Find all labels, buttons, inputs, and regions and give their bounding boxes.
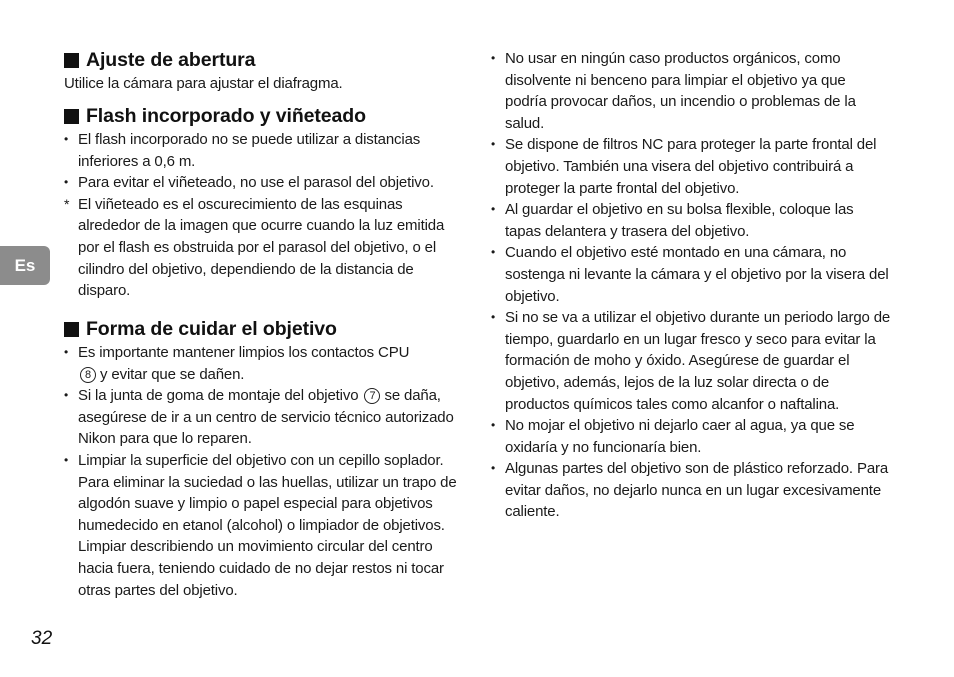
list-item	[64, 342, 464, 385]
bullet-marker: •	[491, 310, 496, 325]
list-item-text: Al guardar el objetivo en su bolsa flexible, coloque las tapas delantera y trasera del objetivo.	[505, 201, 854, 240]
list-item-text: Cuando el objetivo esté montado en una cámara, no sostenga ni levante la cámara y el objetivo por la visera del objetivo.	[505, 244, 889, 305]
section-aperture	[64, 48, 464, 95]
list-item-text: El viñeteado es el oscurecimiento de las esquinas alrededor de la imagen que ocurre cuando la luz emitida por el flash es obstruida por el parasol del objetivo, o el cilindro del objetivo, dependiendo de la distancia de disparo.	[78, 195, 445, 300]
list-item	[491, 134, 891, 199]
list-item-text	[78, 385, 464, 450]
list-item	[64, 172, 464, 194]
section-square-icon	[64, 322, 79, 337]
list-item-text: Limpiar la superficie del objetivo con un cepillo soplador. Para eliminar la suciedad o las huellas, utilizar un trapo de algodón suave y limpio o papel especial para objetivos humedecido en etanol (alcohol) o limpiador de objetivos. Limpiar describiendo un movimiento circular del centro hacia fuera, teniendo cuidado de no dejar restos ni tocar otras partes del objetivo.	[78, 451, 457, 599]
aperture-text: Utilice la cámara para ajustar el diafragma.	[64, 75, 343, 92]
care-list	[64, 342, 464, 601]
bullet-marker: •	[64, 345, 69, 359]
bullet-marker: •	[64, 175, 69, 190]
list-item-text: El flash incorporado no se puede utilizar a distancias inferiores a 0,6 m.	[78, 131, 421, 170]
list-item	[491, 458, 891, 523]
list-item-text	[78, 342, 464, 385]
list-item	[64, 450, 464, 601]
bullet-marker: •	[491, 461, 496, 476]
list-item-text: No mojar el objetivo ni dejarlo caer al agua, ya que se oxidaría y no funcionaría bien.	[505, 417, 855, 456]
bullet-marker: •	[64, 452, 69, 467]
flash-list	[64, 129, 464, 302]
list-item-text: No usar en ningún caso productos orgánicos, como disolvente ni benceno para limpiar el objetivo ya que podría provocar daños, un incendio o problemas de la salud.	[505, 50, 856, 132]
bullet-marker: •	[64, 388, 69, 403]
cpu-contacts-text: Es importante mantener limpios los contactos CPU	[78, 344, 410, 361]
cpu-contacts-text-end: y evitar que se dañen.	[100, 365, 245, 383]
asterisk-marker: *	[64, 195, 70, 212]
section-title-flash	[64, 104, 464, 128]
section-title-aperture-text: Ajuste de abertura	[86, 49, 256, 71]
list-item	[491, 307, 891, 415]
bullet-marker: •	[491, 245, 496, 260]
list-item	[491, 415, 891, 458]
bullet-marker: •	[491, 51, 496, 65]
section-care	[64, 317, 464, 601]
section-square-icon	[64, 53, 79, 68]
bullet-marker: •	[491, 137, 496, 152]
rubber-gasket-text-end: se daña, asegúrese de ir a un centro de servicio técnico autorizado Nikon para que lo reparen.	[78, 387, 454, 448]
section-square-icon	[64, 109, 79, 124]
list-item	[64, 385, 464, 450]
section-title-flash-text: Flash incorporado y viñeteado	[86, 105, 366, 127]
bullet-marker: •	[491, 202, 496, 217]
section-title-care-text: Forma de cuidar el objetivo	[86, 318, 337, 340]
bullet-marker: •	[64, 132, 69, 146]
list-item	[491, 242, 891, 307]
list-item	[64, 129, 464, 172]
list-item-text: Algunas partes del objetivo son de plástico reforzado. Para evitar daños, no dejarlo nunca en un lugar excesivamente caliente.	[505, 460, 889, 521]
section-title-care	[64, 317, 464, 341]
section-flash	[64, 104, 464, 302]
bullet-marker: •	[491, 418, 496, 433]
list-item-text: Se dispone de filtros NC para proteger la parte frontal del objetivo. También una visera del objetivo contribuirá a proteger la parte frontal del objetivo.	[505, 136, 877, 197]
rubber-gasket-text: Si la junta de goma de montaje del objetivo	[78, 387, 359, 405]
care-list-continued	[491, 48, 891, 523]
list-item-text: Para evitar el viñeteado, no use el parasol del objetivo.	[78, 174, 434, 192]
language-tab: Es	[0, 246, 50, 285]
right-column	[491, 48, 891, 523]
list-item-text: Si no se va a utilizar el objetivo durante un periodo largo de tiempo, guardarlo en un lugar fresco y seco para evitar la formación de moho y óxido. Asegúrese de guardar el objetivo, además, lejos de la luz solar directa o de productos químicos tales como alcanfor o naftalina.	[505, 309, 891, 413]
list-item	[64, 194, 464, 302]
callout-number-7: 7	[364, 388, 380, 404]
section-title-aperture	[64, 48, 464, 72]
list-item	[491, 48, 891, 134]
callout-number-8: 8	[80, 367, 96, 383]
page-number: 32	[31, 628, 53, 649]
list-item	[491, 199, 891, 242]
